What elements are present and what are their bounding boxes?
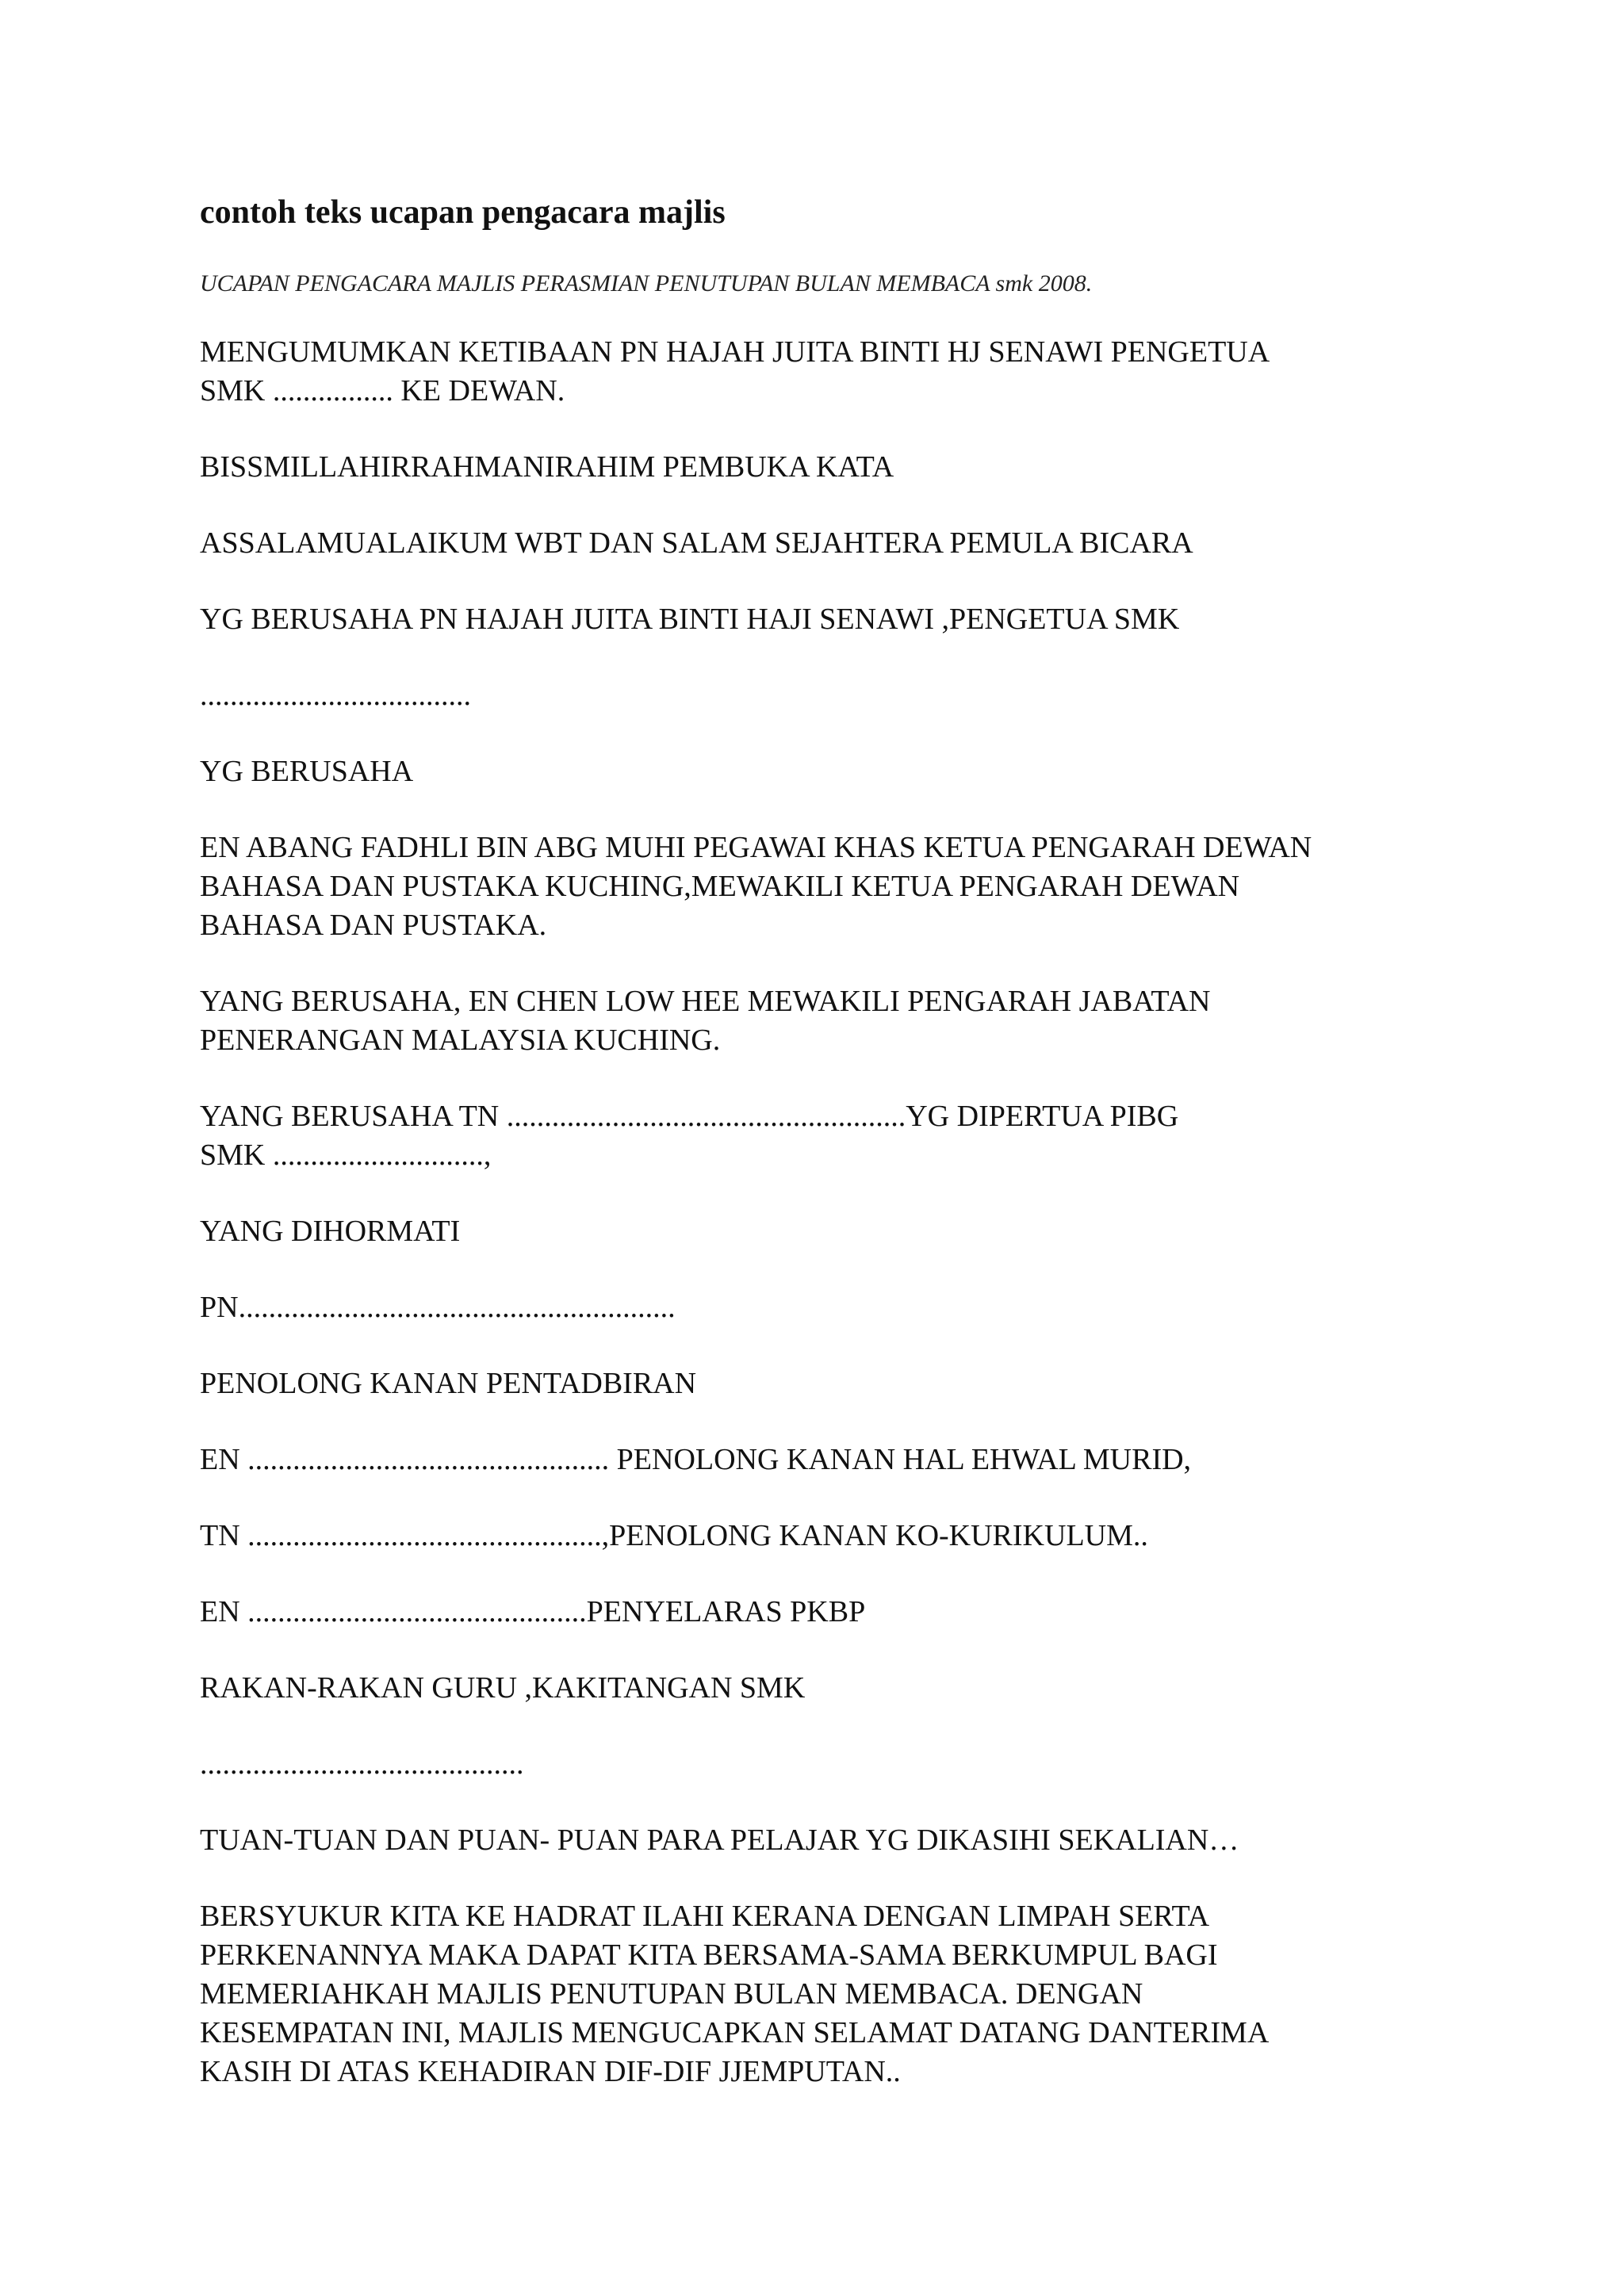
salutation-heading: YG BERUSAHA: [200, 755, 414, 788]
teachers-staff-line: RAKAN-RAKAN GURU ,KAKITANGAN SMK: [200, 1671, 806, 1705]
pkbp-coordinator-line: EN .............................................PENYELARAS PKBP: [200, 1595, 866, 1628]
cocurriculum-assistant-line: TN ...............................................,PENOLONG KANAN KO-KURIKULUM..: [200, 1519, 1148, 1552]
audience-salutation: TUAN-TUAN DAN PUAN- PUAN PARA PELAJAR YG DIKASIHI SEKALIAN…: [200, 1823, 1239, 1857]
document-subtitle: UCAPAN PENGACARA MAJLIS PERASMIAN PENUTUPAN BULAN MEMBACA smk 2008.: [200, 270, 1093, 297]
dotted-placeholder-line: ....................................: [200, 679, 471, 712]
guest-salutation-dbp: EN ABANG FADHLI BIN ABG MUHI PEGAWAI KHAS KETUA PENGARAH DEWAN BAHASA DAN PUSTAKA KUCHING,MEWAKILI KETUA PENGARAH DEWAN BAHASA DAN PUSTAKA.: [200, 831, 1312, 942]
dotted-placeholder-line-2: ...........................................: [200, 1747, 524, 1781]
principal-salutation: YG BERUSAHA PN HAJAH JUITA BINTI HAJI SENAWI ,PENGETUA SMK: [200, 603, 1180, 636]
pibg-salutation: YANG BERUSAHA TN .....................................................YG DIPERTUA PIBG SMK ............................,: [200, 1100, 1179, 1172]
opening-word-paragraph: BISSMILLAHIRRAHMANIRAHIM PEMBUKA KATA: [200, 450, 894, 484]
greeting-paragraph: ASSALAMUALAIKUM WBT DAN SALAM SEJAHTERA PEMULA BICARA: [200, 526, 1193, 560]
document-body: [200, 187, 1477, 2129]
honorific-heading: YANG DIHORMATI: [200, 1215, 461, 1248]
document-title: contoh teks ucapan pengacara majlis: [200, 194, 726, 231]
announcement-paragraph: MENGUMUMKAN KETIBAAN PN HAJAH JUITA BINTI HJ SENAWI PENGETUA SMK ................ KE DEWAN.: [200, 335, 1270, 408]
gratitude-paragraph: BERSYUKUR KITA KE HADRAT ILAHI KERANA DENGAN LIMPAH SERTA PERKENANNYA MAKA DAPAT KITA BERSAMA-SAMA BERKUMPUL BAGI MEMERIAHKAH MAJLIS PENUTUPAN BULAN MEMBACA. DENGAN KESEMPATAN INI, MAJLIS MENGUCAPKAN SELAMAT DATANG DANTERIMA KASIH DI ATAS KEHADIRAN DIF-DIF JJEMPUTAN..: [200, 1900, 1270, 2088]
student-affairs-assistant-line: EN ................................................ PENOLONG KANAN HAL EHWAL MURID,: [200, 1443, 1192, 1476]
guest-salutation-jpm: YANG BERUSAHA, EN CHEN LOW HEE MEWAKILI PENGARAH JABATAN PENERANGAN MALAYSIA KUCHING.: [200, 985, 1211, 1057]
pn-placeholder-line: PN..........................................................: [200, 1291, 676, 1324]
admin-senior-assistant-line: PENOLONG KANAN PENTADBIRAN: [200, 1367, 697, 1400]
